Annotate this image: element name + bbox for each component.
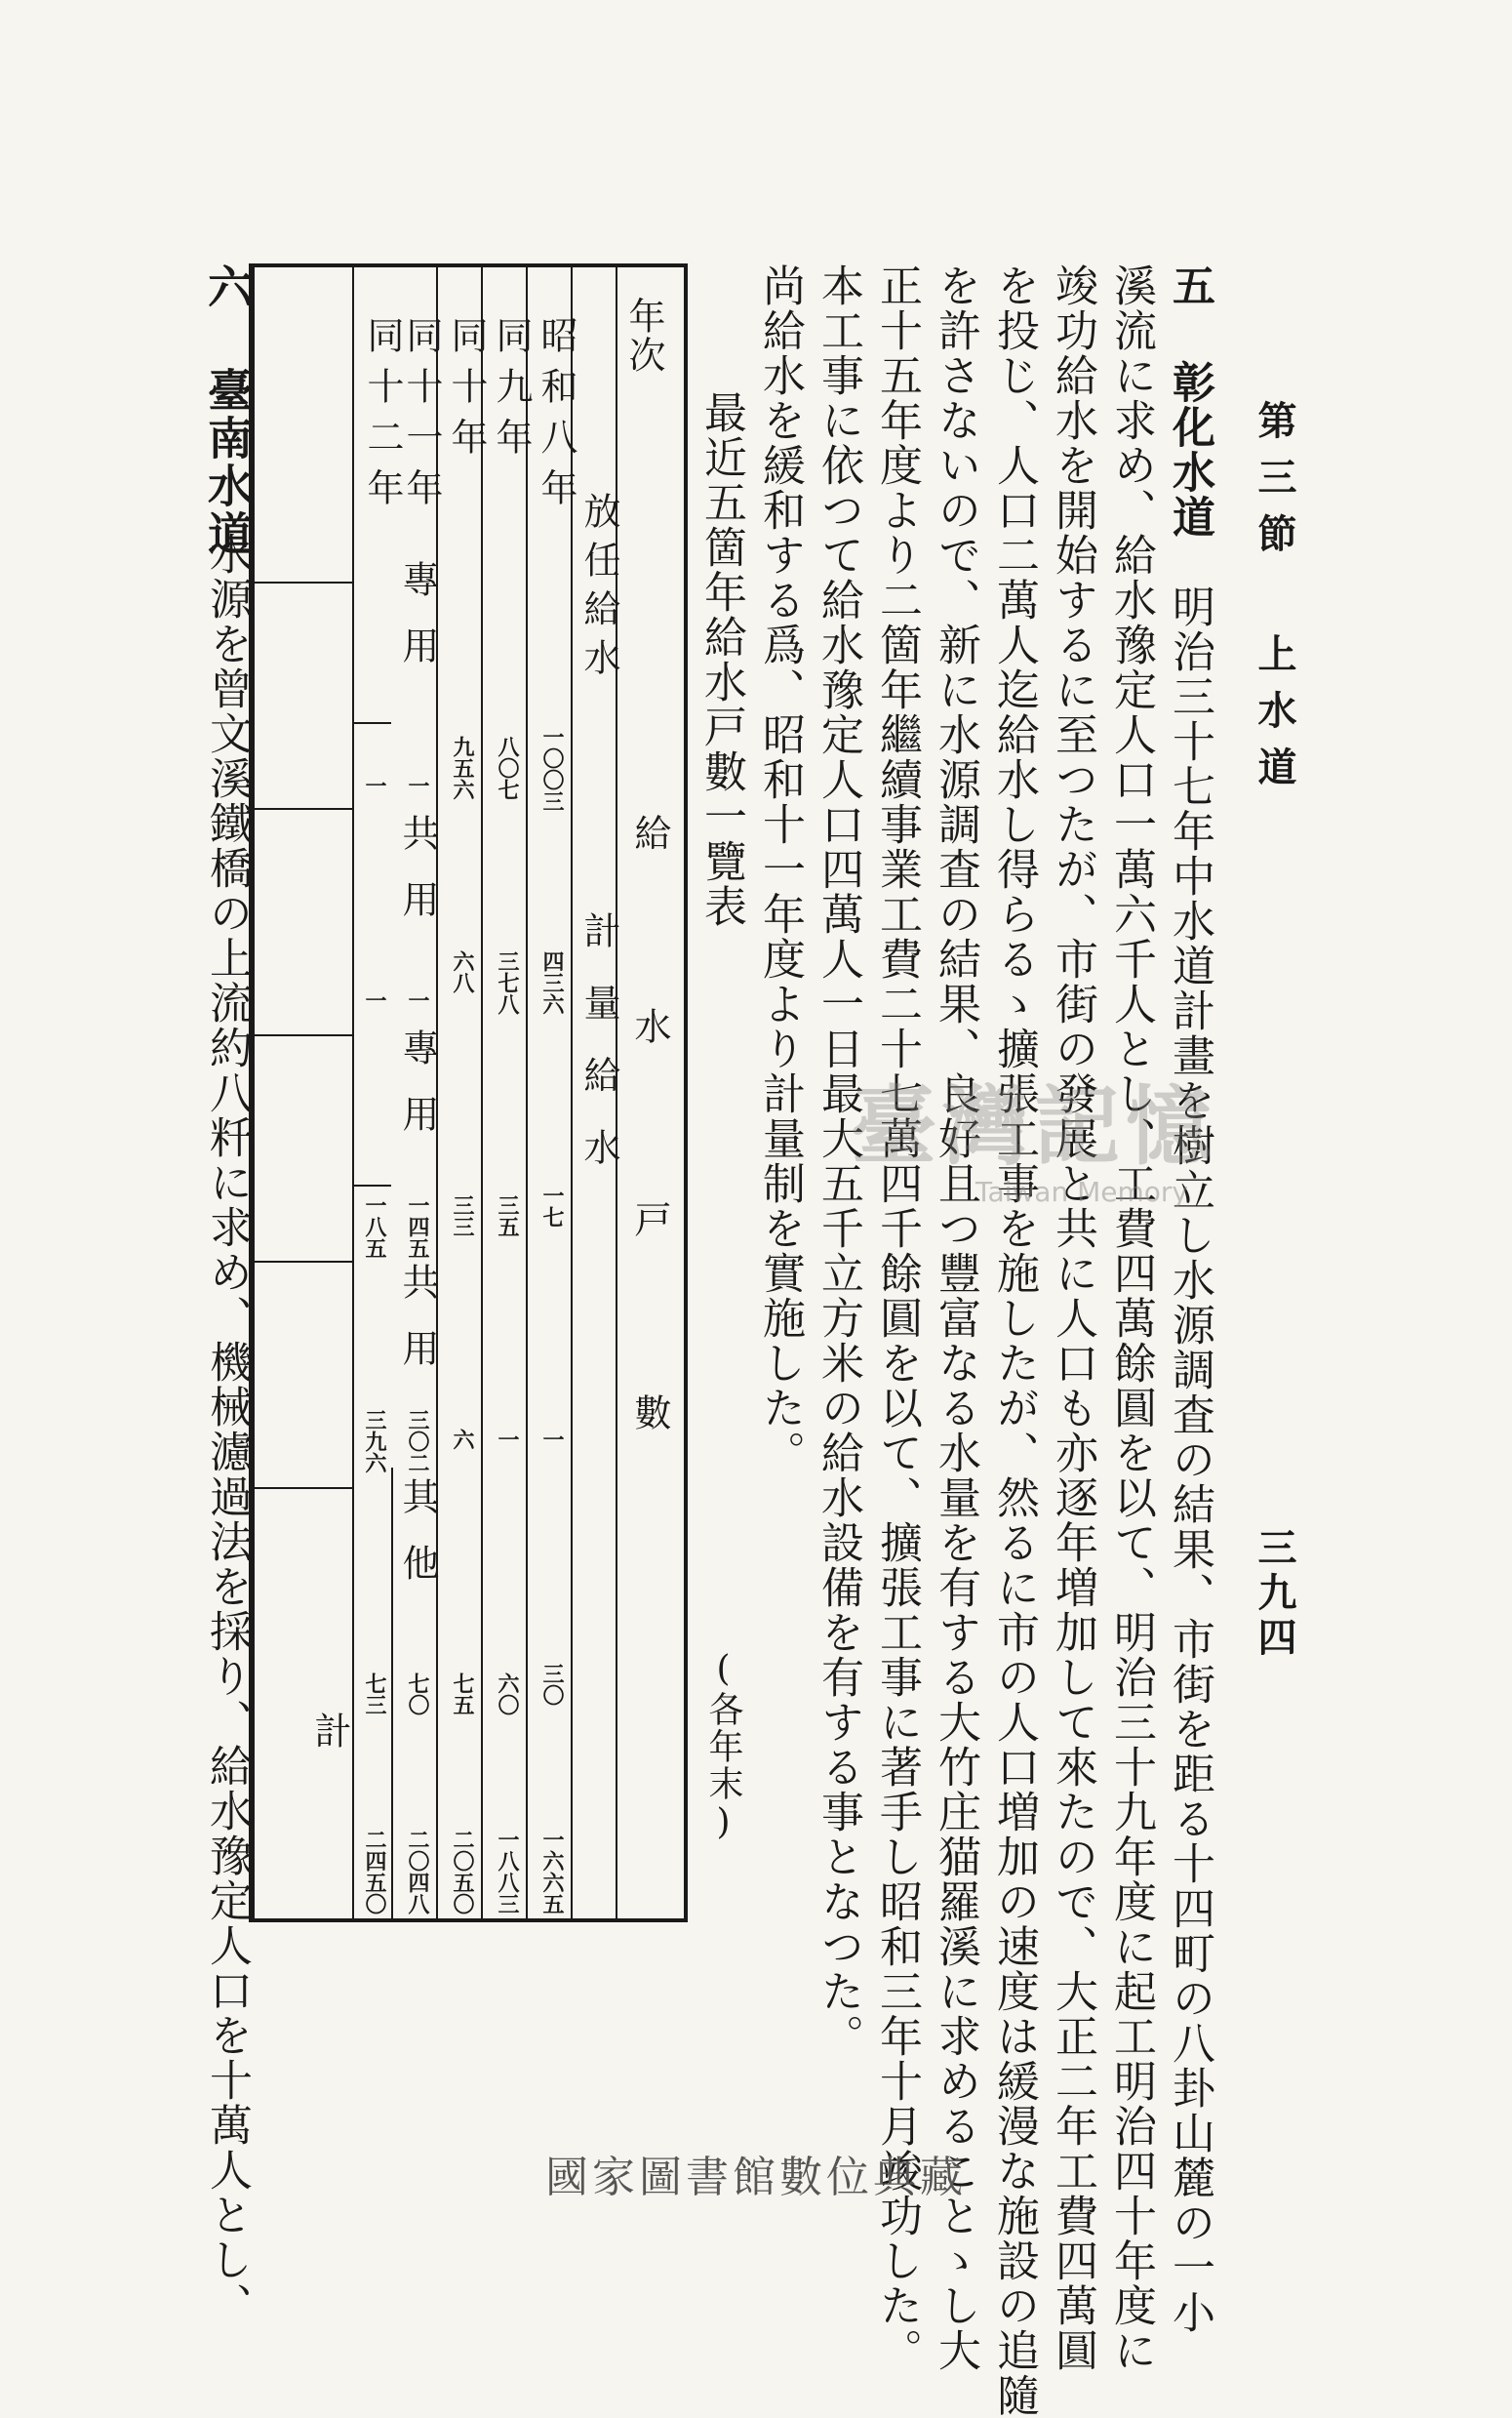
footer-credit: 國家圖書館數位典藏 xyxy=(545,2153,967,2202)
header-metered-exclusive: 專用 xyxy=(396,1028,439,1161)
header-free-shared: 共用 xyxy=(396,814,439,947)
header-metered-other: 其他 xyxy=(396,1477,439,1610)
rule-h xyxy=(255,808,352,810)
rule-v xyxy=(352,267,354,1918)
row-year: 昭和八年 xyxy=(535,316,577,519)
cell-value: 三九六 xyxy=(362,1409,387,1473)
cell-value: 二〇四八 xyxy=(405,1829,430,1914)
row-year: 同十一年 xyxy=(400,316,443,519)
cell-value: 二四五〇 xyxy=(362,1829,387,1914)
cell-value: 一〇〇三 xyxy=(539,726,565,812)
cell-value: 六八 xyxy=(450,950,475,993)
page-number: 三九四 xyxy=(1252,1527,1297,1662)
cell-value: 三〇 xyxy=(539,1663,565,1706)
water-supply-table xyxy=(249,263,688,1922)
cell-value: 一 xyxy=(405,989,430,1011)
cell-value: 九五六 xyxy=(450,736,475,800)
cell-value: 三〇二 xyxy=(405,1409,430,1473)
rule-h xyxy=(255,1034,352,1036)
section5-line-2: 溪流に求め、給水豫定人口一萬六千人とし、工費四萬餘圓を以て、明治三十九年度に起工明治四十年度に xyxy=(1106,263,1156,2373)
rule-v xyxy=(481,267,483,1918)
row-year: 同十年 xyxy=(445,316,488,468)
header-free-exclusive: 專用 xyxy=(396,560,439,693)
cell-value: 三七八 xyxy=(495,950,520,1015)
cell-value: 七五 xyxy=(450,1672,475,1715)
row-year: 同十二年 xyxy=(361,316,404,519)
header-group-metered: 計量給水 xyxy=(577,911,620,1200)
header-year: 年次 xyxy=(622,297,665,375)
cell-value: 八〇七 xyxy=(495,736,520,800)
cell-value: 三三 xyxy=(450,1194,475,1237)
section5-line-6: 正十五年度より二箇年繼續事業工費二十七萬四千餘圓を以て、擴張工事に著手し昭和三年十月竣功した。 xyxy=(872,263,922,2373)
header-group-main: 給水戸數 xyxy=(628,814,671,1587)
cell-value: 一 xyxy=(495,1429,520,1450)
cell-value: 六 xyxy=(450,1429,475,1450)
section5-title: 五 彰化水道 xyxy=(1165,263,1214,540)
cell-value: 一八五 xyxy=(362,1194,387,1259)
section6-title: 六 臺南水道 xyxy=(201,263,254,558)
cell-value: 四三六 xyxy=(539,950,565,1015)
cell-value: 七三 xyxy=(362,1672,387,1715)
running-head: 第三節 上水道 xyxy=(1252,400,1297,803)
section5-line-3: 竣功給水を開始するに至つたが、市街の發展と共に人口も亦逐年増加して來たので、大正二年工費四萬圓 xyxy=(1048,263,1097,2373)
section5-line-7: 本工事に依つて給水豫定人口四萬人一日最大五千立方米の給水設備を有する事となつた。 xyxy=(814,263,863,2059)
watermark-sub: Taiwan Memory xyxy=(975,1176,1188,1208)
cell-value: 一八八三 xyxy=(495,1829,520,1914)
section5-line-8: 尚給水を緩和する爲、昭和十一年度より計量制を實施した。 xyxy=(755,263,805,1475)
rule-h xyxy=(352,722,391,724)
header-total: 計 xyxy=(308,1712,351,1751)
cell-value: 三五 xyxy=(495,1194,520,1237)
table-title: 最近五箇年給水戸數一覽表 xyxy=(696,390,746,929)
cell-value: 一四五 xyxy=(405,1194,430,1259)
section5-line-4: を投じ、人口二萬人迄給水し得らるゝ擴張工事を施したが、然るに市の人口増加の速度は緩漫な施設の追隨 xyxy=(989,263,1039,2418)
cell-value: 一六六五 xyxy=(539,1829,565,1914)
rule-h xyxy=(255,1487,352,1489)
rule-h xyxy=(255,582,352,584)
header-metered-shared: 共用 xyxy=(396,1263,439,1395)
rule-v xyxy=(526,267,528,1918)
cell-value: 七〇 xyxy=(405,1672,430,1715)
watermark: 臺灣記憶 xyxy=(850,1076,1217,1177)
rule-h xyxy=(255,1261,352,1263)
section5-line-5: を許さないので、新に水源調査の結果、良好且つ豐富なる水量を有する大竹庄猫羅溪に求めることゝし大 xyxy=(931,263,980,2373)
rule-h xyxy=(352,1185,391,1187)
row-year: 同九年 xyxy=(490,316,533,468)
cell-value: 一 xyxy=(405,775,430,796)
table-note: (各年末) xyxy=(703,1649,743,1844)
cell-value: 六〇 xyxy=(495,1672,520,1715)
cell-value: 一七 xyxy=(539,1185,565,1228)
cell-value: 一 xyxy=(362,989,387,1011)
section6-text: 水源を曾文溪鐵橋の上流約八粁に求め、機械濾過法を採り、給水豫定人口を十萬人とし、 xyxy=(202,532,252,2327)
header-group-free: 放任給水 xyxy=(577,492,620,687)
cell-value: 二〇五〇 xyxy=(450,1829,475,1914)
section5-line-1: 五 彰化水道 明治三十七年中水道計畫を樹立し水源調査の結果、市街を距る十四町の八卦山麓の一小 xyxy=(1165,263,1214,2335)
cell-value: 一 xyxy=(362,775,387,796)
cell-value: 一 xyxy=(539,1429,565,1450)
